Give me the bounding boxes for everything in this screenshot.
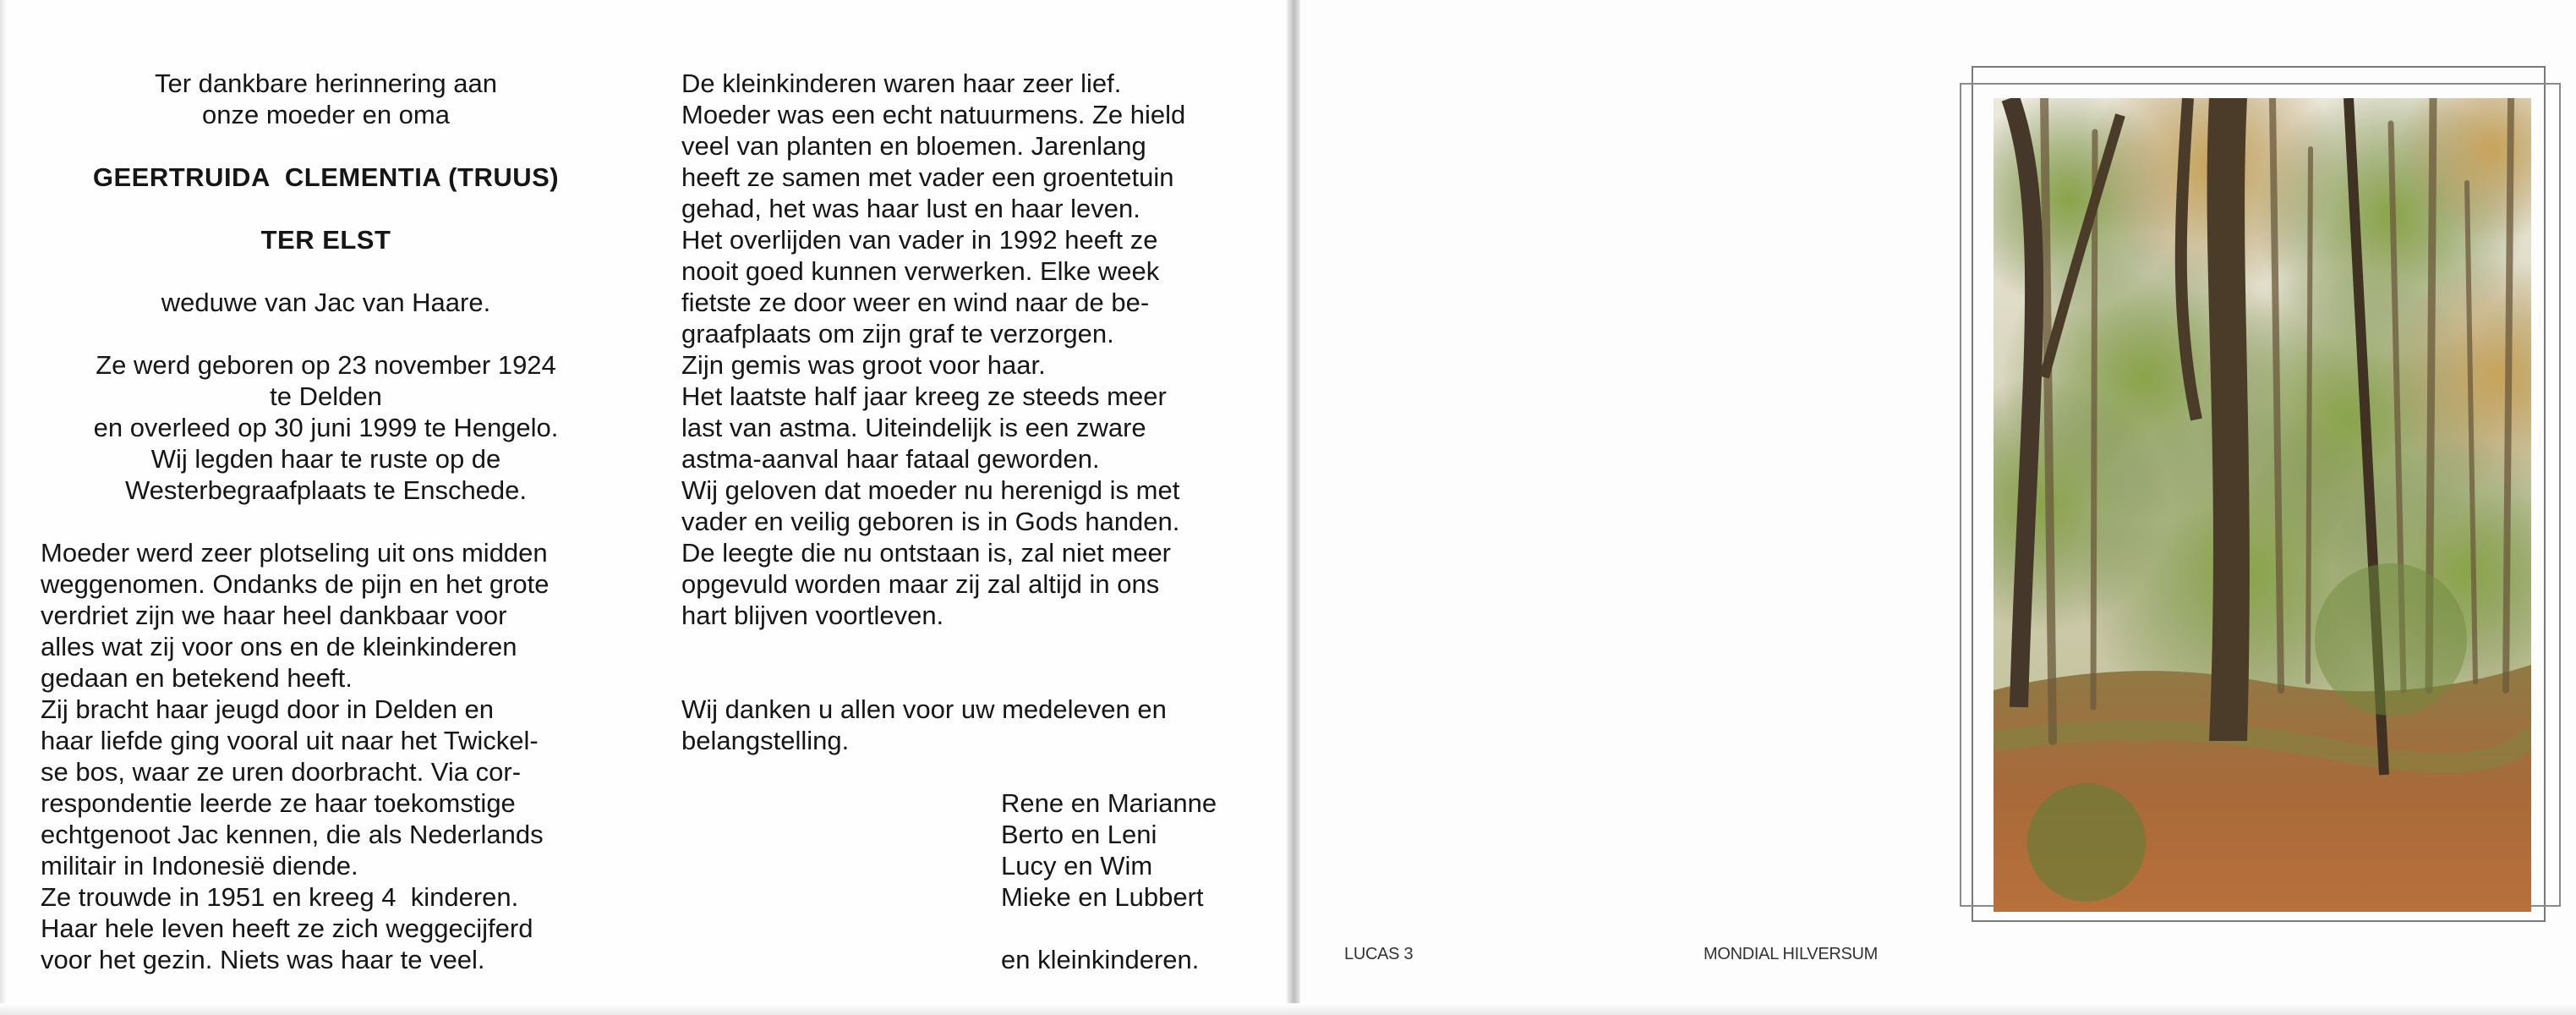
biography-paragraph-2 — [681, 68, 1252, 631]
family-signatures — [681, 787, 1252, 975]
family-line: Rene en Marianne — [1001, 788, 1217, 818]
text-line: echtgenoot Jac kennen, die als Nederlands — [41, 820, 544, 849]
family-line: Mieke en Lubbert — [1001, 882, 1204, 912]
card-edge-shadow — [0, 0, 7, 1015]
text-line: Moeder werd zeer plotseling uit ons midden — [41, 538, 548, 568]
text-line: Moeder was een echt natuurmens. Ze hield — [681, 100, 1186, 129]
date-line: te Delden — [270, 381, 382, 411]
text-line: vader en veilig geboren is in Gods handen. — [681, 507, 1180, 536]
grandchildren-line: en kleinkinderen. — [1001, 945, 1200, 974]
text-line: militair in Indonesië diende. — [41, 851, 358, 881]
forest-photo — [1994, 98, 2531, 912]
printer-code: LUCAS 3 — [1344, 945, 1414, 963]
text-line: fietste ze door weer en wind naar de be- — [681, 288, 1150, 317]
text-line: voor het gezin. Niets was haar te veel. — [41, 945, 485, 974]
date-line: Wij legden haar te ruste op de — [150, 444, 501, 474]
family-line: Lucy en Wim — [1001, 851, 1153, 881]
text-line: Zijn gemis was groot voor haar. — [681, 350, 1046, 380]
family-line: Berto en Leni — [1001, 820, 1157, 849]
text-line: Wij geloven dat moeder nu herenigd is met — [681, 475, 1180, 505]
text-line: astma-aanval haar fataal geworden. — [681, 444, 1100, 474]
date-line: en overleed op 30 juni 1999 te Hengelo. — [93, 413, 559, 442]
text-line: heeft ze samen met vader een groentetuin — [681, 162, 1174, 192]
deceased-surname: TER ELST — [260, 225, 391, 255]
text-line: respondentie leerde ze haar toekomstige — [41, 788, 516, 818]
card-fold — [1287, 0, 1300, 1015]
thanks-block — [681, 694, 1252, 756]
text-line: alles wat zij voor ons en de kleinkinderen — [41, 632, 517, 661]
printer-name: MONDIAL HILVERSUM — [1704, 945, 1879, 963]
text-line: haar liefde ging vooral uit naar het Twickel- — [41, 726, 539, 755]
text-column-middle — [681, 68, 1252, 975]
text-line: Het overlijden van vader in 1992 heeft ze — [681, 225, 1158, 255]
text-column-left — [41, 68, 611, 975]
text-line: Haar hele leven heeft ze zich weggecijferd — [41, 914, 533, 943]
widow-line: weduwe van Jac van Haare. — [161, 288, 491, 317]
text-line: last van astma. Uiteindelijk is een zware — [681, 413, 1146, 442]
text-line: opgevuld worden maar zij zal altijd in ons — [681, 569, 1160, 599]
biography-paragraph-1 — [41, 537, 611, 975]
text-line: gehad, het was haar lust en haar leven. — [681, 194, 1140, 223]
text-line: weggenomen. Ondanks de pijn en het grote — [41, 569, 550, 599]
text-line: De leegte die nu ontstaan is, zal niet meer — [681, 538, 1172, 568]
heading-line-1: Ter dankbare herinnering aan — [155, 69, 497, 98]
text-line: veel van planten en bloemen. Jarenlang — [681, 131, 1146, 161]
text-line: hart blijven voortleven. — [681, 601, 944, 630]
forest-trees-photo — [1994, 98, 2531, 912]
deceased-given-names: GEERTRUIDA CLEMENTIA (TRUUS) — [92, 162, 560, 192]
scan-bottom-shadow — [0, 1003, 2576, 1015]
text-line: se bos, waar ze uren doorbracht. Via cor- — [41, 757, 522, 787]
text-line: gedaan en betekend heeft. — [41, 663, 353, 693]
text-line: nooit goed kunnen verwerken. Elke week — [681, 256, 1160, 286]
date-line: Ze werd geboren op 23 november 1924 — [96, 350, 556, 380]
text-line: Wij danken u allen voor uw medeleven en — [681, 694, 1167, 724]
text-line: graafplaats om zijn graf te verzorgen. — [681, 319, 1114, 348]
text-line: De kleinkinderen waren haar zeer lief. — [681, 69, 1122, 98]
text-line: belangstelling. — [681, 726, 850, 755]
date-line: Westerbegraafplaats te Enschede. — [124, 475, 528, 505]
text-line: Ze trouwde in 1951 en kreeg 4 kinderen. — [41, 882, 519, 912]
dates-block — [41, 349, 611, 506]
text-line: Zij bracht haar jeugd door in Delden en — [41, 694, 494, 724]
text-line: verdriet zijn we haar heel dankbaar voor — [41, 601, 507, 630]
text-line: Het laatste half jaar kreeg ze steeds meer — [681, 381, 1167, 411]
heading-line-2: onze moeder en oma — [202, 100, 450, 129]
